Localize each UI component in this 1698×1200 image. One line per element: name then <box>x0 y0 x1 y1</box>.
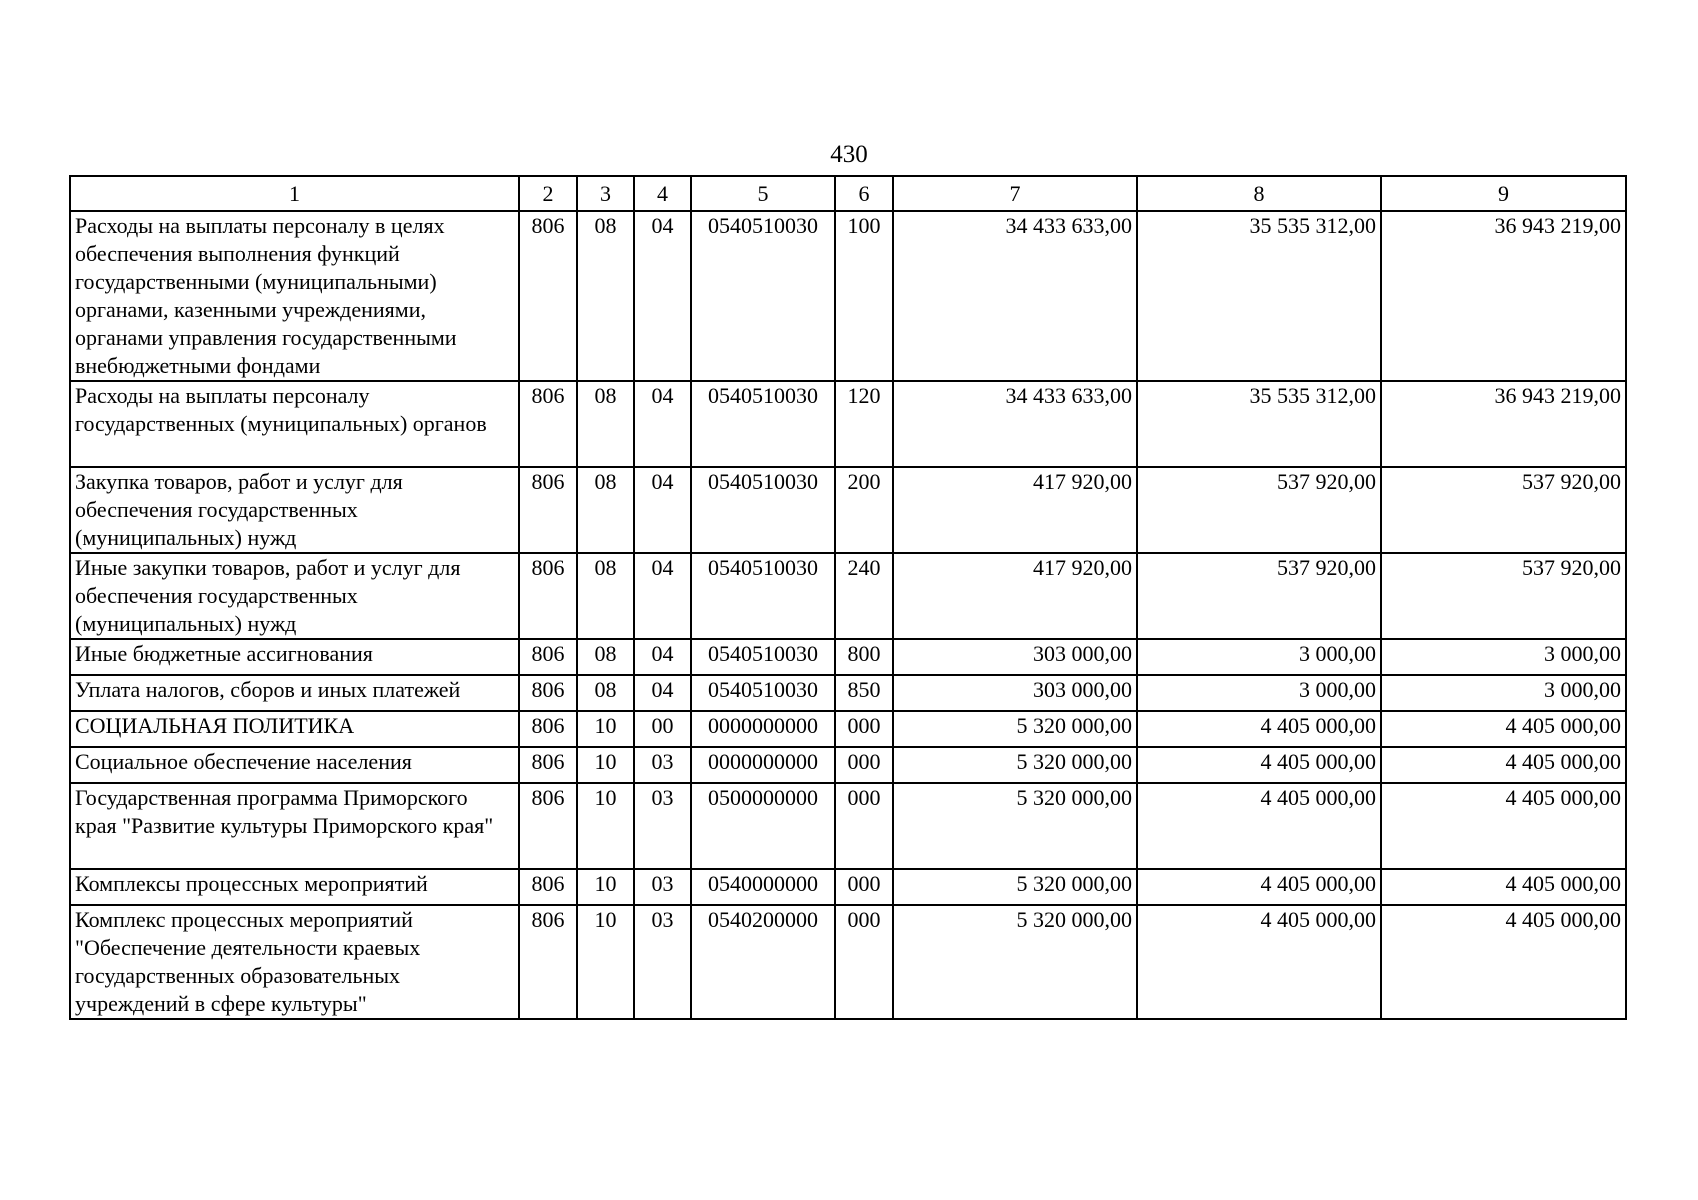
admin-code-cell: 806 <box>519 905 577 1019</box>
subsection-cell: 04 <box>634 381 691 467</box>
column-header: 4 <box>634 176 691 211</box>
amount-year1-cell: 34 433 633,00 <box>893 211 1137 381</box>
amount-year1-cell: 5 320 000,00 <box>893 783 1137 869</box>
target-article-cell: 0540510030 <box>691 381 835 467</box>
admin-code-cell: 806 <box>519 711 577 747</box>
column-header: 5 <box>691 176 835 211</box>
section-cell: 08 <box>577 553 634 639</box>
subsection-cell: 04 <box>634 553 691 639</box>
expense-type-cell: 000 <box>835 905 893 1019</box>
target-article-cell: 0000000000 <box>691 711 835 747</box>
amount-year3-cell: 4 405 000,00 <box>1381 711 1626 747</box>
admin-code-cell: 806 <box>519 783 577 869</box>
section-cell: 08 <box>577 639 634 675</box>
target-article-cell: 0540000000 <box>691 869 835 905</box>
row-name-cell: Уплата налогов, сборов и иных платежей <box>70 675 519 711</box>
section-cell: 10 <box>577 747 634 783</box>
amount-year3-cell: 4 405 000,00 <box>1381 783 1626 869</box>
amount-year1-cell: 417 920,00 <box>893 467 1137 553</box>
amount-year1-cell: 5 320 000,00 <box>893 747 1137 783</box>
table-row <box>70 869 1626 905</box>
row-name-cell: Иные закупки товаров, работ и услуг для обеспечения государственных (муниципальных) нужд <box>70 553 519 639</box>
target-article-cell: 0500000000 <box>691 783 835 869</box>
target-article-cell: 0540200000 <box>691 905 835 1019</box>
column-header: 6 <box>835 176 893 211</box>
amount-year1-cell: 417 920,00 <box>893 553 1137 639</box>
amount-year1-cell: 303 000,00 <box>893 639 1137 675</box>
column-header: 2 <box>519 176 577 211</box>
section-cell: 10 <box>577 905 634 1019</box>
row-name-cell: Государственная программа Приморского края "Развитие культуры Приморского края" <box>70 783 519 869</box>
column-header: 8 <box>1137 176 1381 211</box>
amount-year3-cell: 3 000,00 <box>1381 639 1626 675</box>
table-row <box>70 675 1626 711</box>
subsection-cell: 03 <box>634 905 691 1019</box>
amount-year3-cell: 537 920,00 <box>1381 467 1626 553</box>
amount-year3-cell: 4 405 000,00 <box>1381 869 1626 905</box>
admin-code-cell: 806 <box>519 467 577 553</box>
section-cell: 10 <box>577 869 634 905</box>
row-name-cell: Расходы на выплаты персоналу государственных (муниципальных) органов <box>70 381 519 467</box>
section-cell: 08 <box>577 211 634 381</box>
amount-year1-cell: 5 320 000,00 <box>893 905 1137 1019</box>
amount-year2-cell: 4 405 000,00 <box>1137 711 1381 747</box>
amount-year2-cell: 4 405 000,00 <box>1137 869 1381 905</box>
expense-type-cell: 100 <box>835 211 893 381</box>
table-row <box>70 905 1626 1019</box>
section-cell: 08 <box>577 675 634 711</box>
expense-type-cell: 120 <box>835 381 893 467</box>
admin-code-cell: 806 <box>519 639 577 675</box>
expense-type-cell: 200 <box>835 467 893 553</box>
row-name-cell: СОЦИАЛЬНАЯ ПОЛИТИКА <box>70 711 519 747</box>
admin-code-cell: 806 <box>519 381 577 467</box>
subsection-cell: 03 <box>634 747 691 783</box>
subsection-cell: 04 <box>634 467 691 553</box>
amount-year2-cell: 3 000,00 <box>1137 639 1381 675</box>
section-cell: 10 <box>577 783 634 869</box>
table-row <box>70 711 1626 747</box>
amount-year2-cell: 3 000,00 <box>1137 675 1381 711</box>
column-header: 7 <box>893 176 1137 211</box>
subsection-cell: 00 <box>634 711 691 747</box>
admin-code-cell: 806 <box>519 553 577 639</box>
target-article-cell: 0000000000 <box>691 747 835 783</box>
column-header: 9 <box>1381 176 1626 211</box>
target-article-cell: 0540510030 <box>691 639 835 675</box>
subsection-cell: 04 <box>634 639 691 675</box>
amount-year1-cell: 5 320 000,00 <box>893 869 1137 905</box>
expense-type-cell: 800 <box>835 639 893 675</box>
table-row <box>70 467 1626 553</box>
target-article-cell: 0540510030 <box>691 553 835 639</box>
page-number: 430 <box>830 141 868 168</box>
amount-year3-cell: 537 920,00 <box>1381 553 1626 639</box>
expense-type-cell: 240 <box>835 553 893 639</box>
admin-code-cell: 806 <box>519 869 577 905</box>
amount-year3-cell: 36 943 219,00 <box>1381 381 1626 467</box>
column-number-row <box>70 176 1626 211</box>
subsection-cell: 04 <box>634 675 691 711</box>
row-name-cell: Закупка товаров, работ и услуг для обеспечения государственных (муниципальных) нужд <box>70 467 519 553</box>
amount-year3-cell: 36 943 219,00 <box>1381 211 1626 381</box>
table-row <box>70 553 1626 639</box>
table-row <box>70 381 1626 467</box>
subsection-cell: 03 <box>634 783 691 869</box>
section-cell: 10 <box>577 711 634 747</box>
amount-year2-cell: 537 920,00 <box>1137 467 1381 553</box>
amount-year2-cell: 4 405 000,00 <box>1137 905 1381 1019</box>
row-name-cell: Расходы на выплаты персоналу в целях обеспечения выполнения функций государственными (муниципальными) органами, казенными учреждениями, органами управления государственными внебюджетными фондами <box>70 211 519 381</box>
amount-year1-cell: 5 320 000,00 <box>893 711 1137 747</box>
amount-year1-cell: 34 433 633,00 <box>893 381 1137 467</box>
expense-type-cell: 000 <box>835 783 893 869</box>
expense-type-cell: 000 <box>835 747 893 783</box>
amount-year2-cell: 4 405 000,00 <box>1137 783 1381 869</box>
table-row <box>70 211 1626 381</box>
admin-code-cell: 806 <box>519 747 577 783</box>
table-row <box>70 747 1626 783</box>
amount-year1-cell: 303 000,00 <box>893 675 1137 711</box>
subsection-cell: 04 <box>634 211 691 381</box>
column-header: 1 <box>70 176 519 211</box>
amount-year2-cell: 537 920,00 <box>1137 553 1381 639</box>
amount-year2-cell: 4 405 000,00 <box>1137 747 1381 783</box>
amount-year3-cell: 3 000,00 <box>1381 675 1626 711</box>
section-cell: 08 <box>577 381 634 467</box>
admin-code-cell: 806 <box>519 211 577 381</box>
row-name-cell: Комплексы процессных мероприятий <box>70 869 519 905</box>
table-row <box>70 639 1626 675</box>
expense-type-cell: 850 <box>835 675 893 711</box>
section-cell: 08 <box>577 467 634 553</box>
target-article-cell: 0540510030 <box>691 675 835 711</box>
amount-year3-cell: 4 405 000,00 <box>1381 905 1626 1019</box>
row-name-cell: Иные бюджетные ассигнования <box>70 639 519 675</box>
amount-year3-cell: 4 405 000,00 <box>1381 747 1626 783</box>
expense-type-cell: 000 <box>835 869 893 905</box>
admin-code-cell: 806 <box>519 675 577 711</box>
row-name-cell: Комплекс процессных мероприятий "Обеспечение деятельности краевых государственных образовательных учреждений в сфере культуры" <box>70 905 519 1019</box>
expense-type-cell: 000 <box>835 711 893 747</box>
amount-year2-cell: 35 535 312,00 <box>1137 211 1381 381</box>
row-name-cell: Социальное обеспечение населения <box>70 747 519 783</box>
table-row <box>70 783 1626 869</box>
subsection-cell: 03 <box>634 869 691 905</box>
target-article-cell: 0540510030 <box>691 467 835 553</box>
budget-table <box>69 175 1627 1020</box>
target-article-cell: 0540510030 <box>691 211 835 381</box>
column-header: 3 <box>577 176 634 211</box>
amount-year2-cell: 35 535 312,00 <box>1137 381 1381 467</box>
